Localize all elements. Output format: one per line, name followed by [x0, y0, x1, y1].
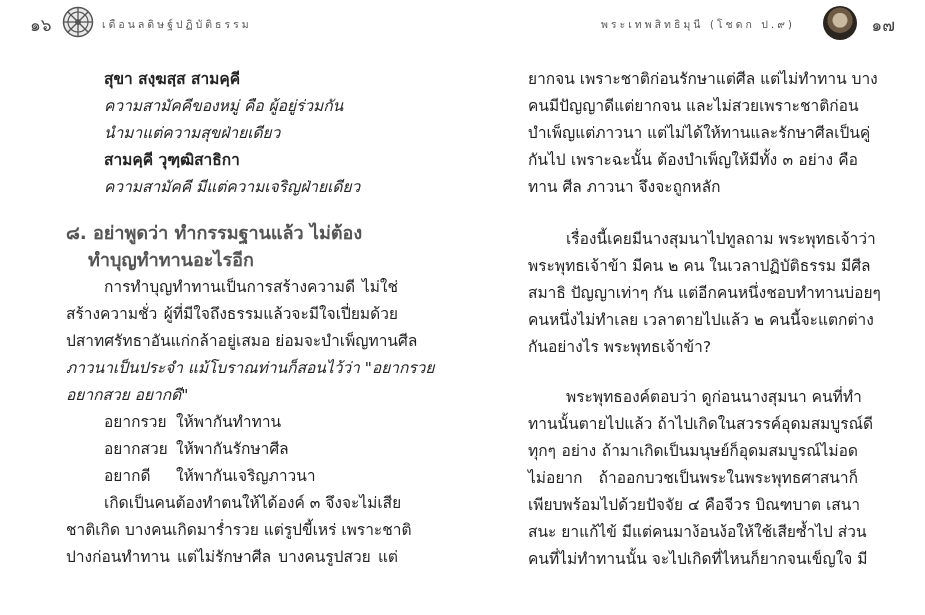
section-heading-line: ๘. อย่าพูดว่า ทำกรรมฐานแล้ว ไม่ต้อง — [66, 223, 363, 244]
text-line: ปางก่อนทำทาน แต่ไม่รักษาศีล บางคนรูปสวย แต่ — [66, 548, 398, 566]
list — [66, 409, 398, 490]
text-line: คนมีปัญญาดีแต่ยากจน และไม่สวยเพราะชาติก่อน — [528, 97, 859, 115]
list-desc: ให้พากันทำทาน — [176, 413, 282, 431]
list-term: อยากรวย — [104, 413, 167, 431]
text-line: คนที่ไม่ทำทานนั้น จะไปเกิดที่ไหนก็ยากจนเข็ญใจ มี — [528, 550, 868, 568]
list-item — [66, 463, 398, 490]
section-heading-line: ทำบุญทำทานอะไรอีก — [88, 250, 254, 271]
list-term: อยากดี — [104, 467, 151, 485]
text-line: เกิดเป็นคนต้องทำตนให้ได้องค์ ๓ จึงจะไม่เสีย — [104, 494, 402, 512]
list-term: อยากสวย — [104, 440, 168, 458]
verse-line: ความสามัคคี มีแต่ความเจริญฝ่ายเดียว — [104, 178, 361, 196]
text-line: สร้างความชั่ว ผู้ที่มีใจถึงธรรมแล้วจะมีใจเปี่ยมด้วย — [66, 305, 398, 323]
left-page-number: ๑๖ — [30, 16, 52, 36]
text-line: กันไป เพราะฉะนั้น ต้องบำเพ็ญให้มีทั้ง ๓ อย่าง คือ — [528, 151, 858, 169]
left-page — [66, 66, 435, 571]
text-run: ภาวนาเป็นประจำ แม้โบราณท่านก็สอนไว้ว่า — [66, 359, 360, 377]
right-page-number: ๑๗ — [871, 16, 895, 36]
text-line: เรื่องนี้เคยมีนางสุมนาไปทูลถาม พระพุทธเจ้าว่า — [566, 230, 876, 248]
text-line: การทำบุญทำทานเป็นการสร้างความดี ไม่ใช่ — [104, 278, 398, 296]
text-line: ทาน ศีล ภาวนา จึงจะถูกหลัก — [528, 178, 721, 196]
text-line: พระพุทธองค์ตอบว่า ดูก่อนนางสุมนา คนที่ทำ — [566, 388, 862, 406]
text-line: ชาติเกิด บางคนเกิดมาร่ำรวย แต่รูปขี้เหร่ เพราะชาติ — [66, 521, 412, 539]
verse-line: นำมาแต่ความสุขฝ่ายเดียว — [104, 124, 281, 142]
section-heading — [66, 220, 398, 274]
text-line: บำเพ็ญแต่ภาวนา แต่ไม่ได้ให้ทานและรักษาศีลเป็นคู่ — [528, 124, 871, 142]
paragraph — [66, 490, 412, 571]
text-line: ทุกๆ อย่าง ถ้ามาเกิดเป็นมนุษย์ก็อุดมสมบูรณ์ไม่อด — [528, 442, 858, 460]
text-line: ไม่อยาก ถ้าออกบวชเป็นพระในพระพุทธศาสนาก็ — [528, 469, 858, 487]
list-item — [66, 436, 398, 463]
list-item — [66, 409, 398, 436]
text-line: พระพุทธเจ้าข้า มีคน ๒ คน ในเวลาปฏิบัติธรรม มีศีล — [528, 257, 871, 275]
paragraph — [528, 66, 878, 201]
list-desc: ให้พากันรักษาศีล — [176, 440, 289, 458]
left-running-title: เดือนลดิษฐ์ปฏิบัติธรรม — [102, 19, 252, 31]
text-line: เพียบพร้อมไปด้วยปัจจัย ๔ คือจีวร บิณฑบาต เสนา — [528, 496, 861, 514]
paragraph — [528, 226, 881, 361]
text-line — [66, 355, 435, 382]
verse-line: สุขา สงฺฆสฺส สามคฺคี — [104, 70, 241, 88]
author-portrait — [823, 6, 857, 40]
dharma-wheel-icon — [62, 6, 94, 38]
text-line: กันอย่างไร พระพุทธเจ้าข้า? — [528, 338, 712, 356]
right-page-header — [475, 6, 895, 38]
right-running-title: พระเทพสิทธิมุนี (โชดก ป.๙) — [601, 19, 795, 31]
pali-verse — [66, 66, 398, 201]
text-line: สมาธิ ปัญญาเท่าๆ กัน แต่อีกคนหนึ่งชอบทำทานบ่อยๆ — [528, 284, 881, 302]
paragraph — [528, 384, 874, 573]
text-line: ทานนั้นตายไปแล้ว ถ้าไปเกิดในสวรรค์อุดมสมบูรณ์ดี — [528, 415, 874, 433]
text-line: อยากสวย อยากดี" — [66, 386, 189, 404]
right-page — [528, 66, 881, 573]
verse-line: ความสามัคคีของหมู่ คือ ผู้อยู่ร่วมกัน — [104, 97, 344, 115]
paragraph — [66, 274, 435, 409]
verse-line: สามคฺคี วุฑฺฒิสาธิกา — [104, 151, 240, 169]
text-line: ปสาทศรัทธาอันแก่กล้าอยู่เสมอ ย่อมจะบำเพ็ญทานศีล — [66, 332, 418, 350]
quote-run: "อยากรวย — [364, 359, 435, 377]
text-line: ยากจน เพราะชาติก่อนรักษาแต่ศีล แต่ไม่ทำทาน บาง — [528, 70, 878, 88]
left-page-header — [30, 6, 450, 38]
text-line: สนะ ยาแก้ไข้ มีแต่คนมาง้อนง้อให้ใช้เสียซ้ำไป ส่วน — [528, 523, 867, 541]
text-line: คนหนึ่งไม่ทำเลย เวลาตายไปแล้ว ๒ คนนี้จะแตกต่าง — [528, 311, 874, 329]
list-desc: ให้พากันเจริญภาวนา — [176, 467, 316, 485]
